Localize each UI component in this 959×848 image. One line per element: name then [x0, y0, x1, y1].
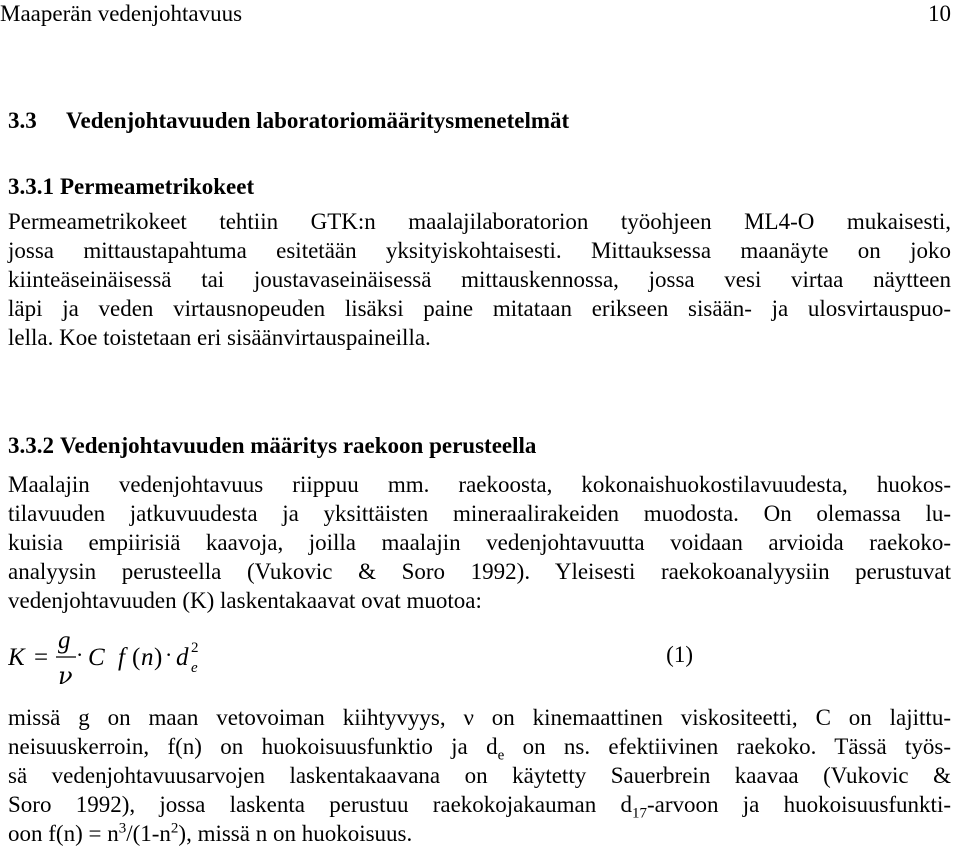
equation-dot: ·	[76, 642, 84, 667]
section-number: 3.3.2	[8, 433, 54, 458]
section-title: Vedenjohtavuuden laboratoriomääritysmenetelmät	[66, 108, 570, 133]
paragraph-line	[8, 790, 951, 822]
text-segment: on ns. efektiivinen raekoko. Tässä työs-	[504, 734, 951, 759]
superscript: 3	[118, 820, 127, 837]
section-heading-3-3-2	[8, 432, 536, 460]
equation-superscript: 2	[191, 640, 199, 656]
paragraph-permeametrikokeet	[8, 207, 951, 352]
paragraph-line: sä vedenjohtavuusarvojen laskentakaavana on käytetty Sauerbrein kaavaa (Vukovic &	[8, 763, 951, 788]
paragraph-line: lella. Koe toistetaan eri sisäänvirtauspaineilla.	[8, 325, 431, 350]
page-number: 10	[928, 1, 951, 26]
equation-denominator-nu: ν	[58, 662, 73, 690]
paragraph-line: kiinteäseinäisessä tai joustavaseinäisessä mittauskennossa, jossa vesi virtaa näytteen	[8, 267, 951, 292]
paragraph-line: Permeametrikokeet tehtiin GTK:n maalajilaboratorion työohjeen ML4-O mukaisesti,	[8, 209, 951, 234]
section-title: Vedenjohtavuuden määritys raekoon perusteella	[60, 433, 537, 458]
paragraph-line: analyysin perusteella (Vukovic & Soro 1992). Yleisesti raekokoanalyysiin perustuvat	[8, 559, 951, 584]
subscript: 17	[631, 805, 647, 822]
section-heading-3-3	[8, 107, 569, 135]
paragraph-line: jossa mittaustapahtuma esitetään yksityiskohtaisesti. Mittauksessa maanäyte on joko	[8, 238, 951, 263]
equation-n: n	[141, 644, 154, 671]
running-header	[0, 0, 959, 28]
equation-f: f	[118, 644, 125, 671]
paragraph-line: läpi ja veden virtausnopeuden lisäksi paine mitataan erikseen sisään- ja ulosvirtauspuo-	[8, 296, 951, 321]
text-segment: Soro 1992), jossa laskenta perustuu raekokojakauman d	[8, 792, 632, 817]
paragraph-line: tilavuuden jatkuvuudesta ja yksittäisten mineraalirakeiden muodosta. On olemassa lu-	[8, 501, 951, 526]
paragraph-line: Maalajin vedenjohtavuus riippuu mm. raekoosta, kokonaishuokostilavuudesta, huokos-	[8, 472, 951, 497]
equation-formula	[8, 622, 708, 692]
section-number: 3.3.1	[8, 174, 54, 199]
text-segment: oon f(n) = n	[8, 821, 119, 846]
section-heading-3-3-1	[8, 173, 254, 201]
paragraph-line: kuisia empiirisiä kaavoja, joilla maalajin vedenjohtavuutta voidaan arvioida raekoko-	[8, 530, 951, 555]
equation-1	[8, 622, 951, 692]
section-title: Permeametrikokeet	[60, 174, 255, 199]
paragraph-line: vedenjohtavuuden (K) laskentakaavat ovat muotoa:	[8, 588, 482, 613]
equation-subscript: e	[191, 660, 198, 676]
text-segment: -arvoon ja huokoisuusfunkti-	[646, 792, 951, 817]
paragraph-raekoko	[8, 470, 951, 615]
paragraph-explanation	[8, 703, 951, 848]
paragraph-line	[8, 819, 951, 848]
equation-k: K	[8, 644, 25, 671]
equation-d: d	[176, 644, 189, 671]
equation-dot: ·	[165, 642, 173, 667]
equation-c: C	[88, 644, 105, 671]
text-segment: /(1-n	[126, 821, 171, 846]
header-title: Maaperän vedenjohtavuus	[0, 1, 243, 26]
text-segment: neisuuskerroin, f(n) on huokoisuusfunktio ja d	[8, 734, 498, 759]
paragraph-line: missä g on maan vetovoiman kiihtyvyys, ν on kinemaattinen viskositeetti, C on lajittu-	[8, 705, 951, 730]
section-number: 3.3	[8, 108, 37, 133]
equation-numerator-g: g	[58, 627, 71, 654]
text-segment: ), missä n on huokoisuus.	[178, 821, 413, 846]
equation-close-paren: )	[154, 644, 163, 671]
equation-equals: =	[34, 644, 49, 671]
equation-open-paren: (	[132, 644, 141, 671]
paragraph-line	[8, 732, 951, 764]
superscript: 2	[170, 820, 179, 837]
subscript: e	[497, 747, 505, 764]
equation-number: (1)	[666, 642, 693, 667]
